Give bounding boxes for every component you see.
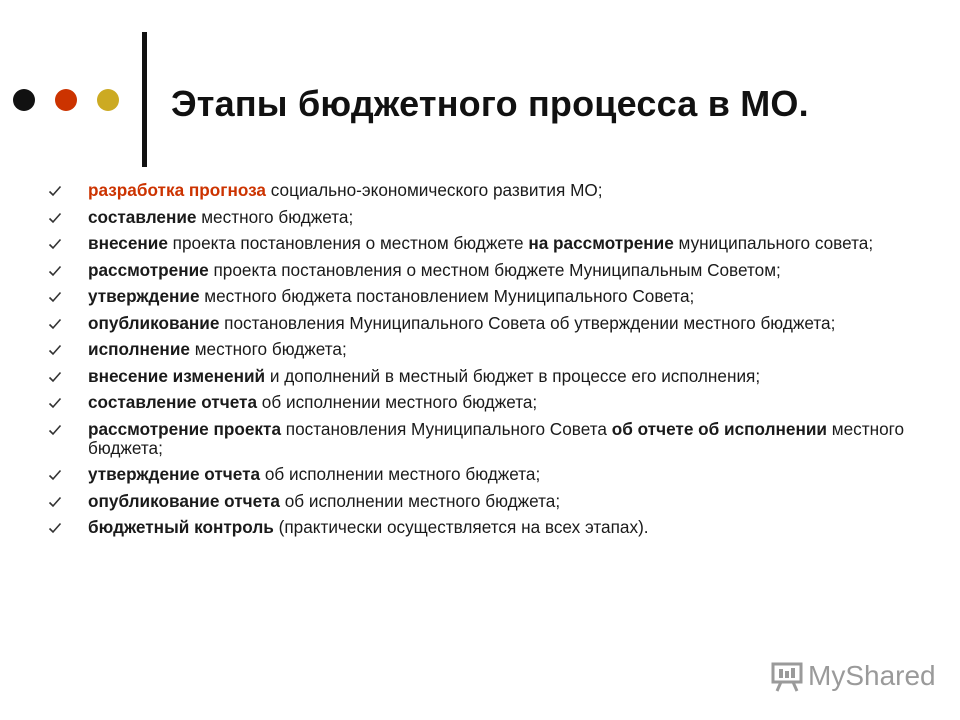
stage-keyword: внесение изменений xyxy=(88,365,266,386)
yellow-dot-icon xyxy=(97,89,119,111)
checkmark-icon xyxy=(48,318,62,330)
stage-keyword: утверждение xyxy=(88,286,200,306)
stage-text: проекта постановления о местном бюджете Муниципальным Советом; xyxy=(208,259,781,280)
stage-text: постановления Муниципального Совета об утверждении местного бюджета; xyxy=(219,312,836,333)
stage-item xyxy=(48,340,938,359)
stage-keyword: внесение xyxy=(88,233,168,253)
stage-keyword: об отчете об исполнении xyxy=(611,418,827,439)
stage-keyword: опубликование xyxy=(88,312,220,333)
presentation-board-icon xyxy=(770,659,804,693)
stage-keyword: бюджетный контроль xyxy=(88,517,274,537)
checkmark-icon xyxy=(48,469,62,481)
red-dot-icon xyxy=(55,89,77,111)
stage-item xyxy=(48,393,938,412)
checkmark-icon xyxy=(48,371,62,383)
checkmark-icon xyxy=(48,212,62,224)
stage-item xyxy=(48,287,938,306)
stage-text: об исполнении местного бюджета; xyxy=(257,392,538,412)
black-dot-icon xyxy=(13,89,35,111)
stage-item xyxy=(48,314,938,333)
decorative-dots xyxy=(0,0,140,200)
stage-item xyxy=(48,181,938,200)
checkmark-icon xyxy=(48,522,62,534)
title-divider-bar xyxy=(142,32,147,167)
stage-item xyxy=(48,234,938,253)
checkmark-icon xyxy=(48,291,62,303)
slide-title: Этапы бюджетного процесса в МО. xyxy=(171,83,809,124)
checkmark-icon xyxy=(48,344,62,356)
stage-keyword: исполнение xyxy=(88,339,190,359)
stage-item xyxy=(48,261,938,280)
stage-item xyxy=(48,465,938,484)
stages-list xyxy=(48,181,938,545)
checkmark-icon xyxy=(48,424,62,436)
stage-item xyxy=(48,367,938,386)
logo-text: MyShared xyxy=(808,660,936,691)
stage-text: социально-экономического развития МО; xyxy=(265,180,603,200)
stage-text: местного бюджета; xyxy=(196,206,354,227)
stage-item xyxy=(48,208,938,227)
stage-text: об исполнении местного бюджета; xyxy=(279,490,561,511)
stage-text: (практически осуществляется на всех этапах). xyxy=(273,517,649,537)
myshared-logo xyxy=(768,656,936,696)
stage-keyword: опубликование отчета xyxy=(88,490,280,511)
stage-keyword: рассмотрение xyxy=(88,259,209,280)
stage-text: местного бюджета; xyxy=(189,339,347,359)
stage-keyword: утверждение отчета xyxy=(88,464,261,484)
stage-keyword: на рассмотрение xyxy=(528,233,674,253)
stage-item xyxy=(48,518,938,537)
stage-keyword: составление отчета xyxy=(88,392,258,412)
stage-text: и дополнений в местный бюджет в процессе его исполнения; xyxy=(265,365,761,386)
stage-keyword: разработка прогноза xyxy=(88,180,266,200)
stage-text: муниципального совета; xyxy=(673,233,874,253)
stage-keyword: рассмотрение проекта xyxy=(88,418,282,439)
stage-item xyxy=(48,420,938,458)
stage-text: местного бюджета; xyxy=(88,418,905,458)
checkmark-icon xyxy=(48,496,62,508)
stage-text: проекта постановления о местном бюджете xyxy=(167,233,529,253)
checkmark-icon xyxy=(48,265,62,277)
checkmark-icon xyxy=(48,238,62,250)
stage-text: об исполнении местного бюджета; xyxy=(260,464,541,484)
stage-keyword: составление xyxy=(88,206,197,227)
checkmark-icon xyxy=(48,397,62,409)
checkmark-icon xyxy=(48,185,62,197)
stage-text: постановления Муниципального Совета xyxy=(281,418,612,439)
stage-item xyxy=(48,492,938,511)
stage-text: местного бюджета постановлением Муниципального Совета; xyxy=(199,286,695,306)
